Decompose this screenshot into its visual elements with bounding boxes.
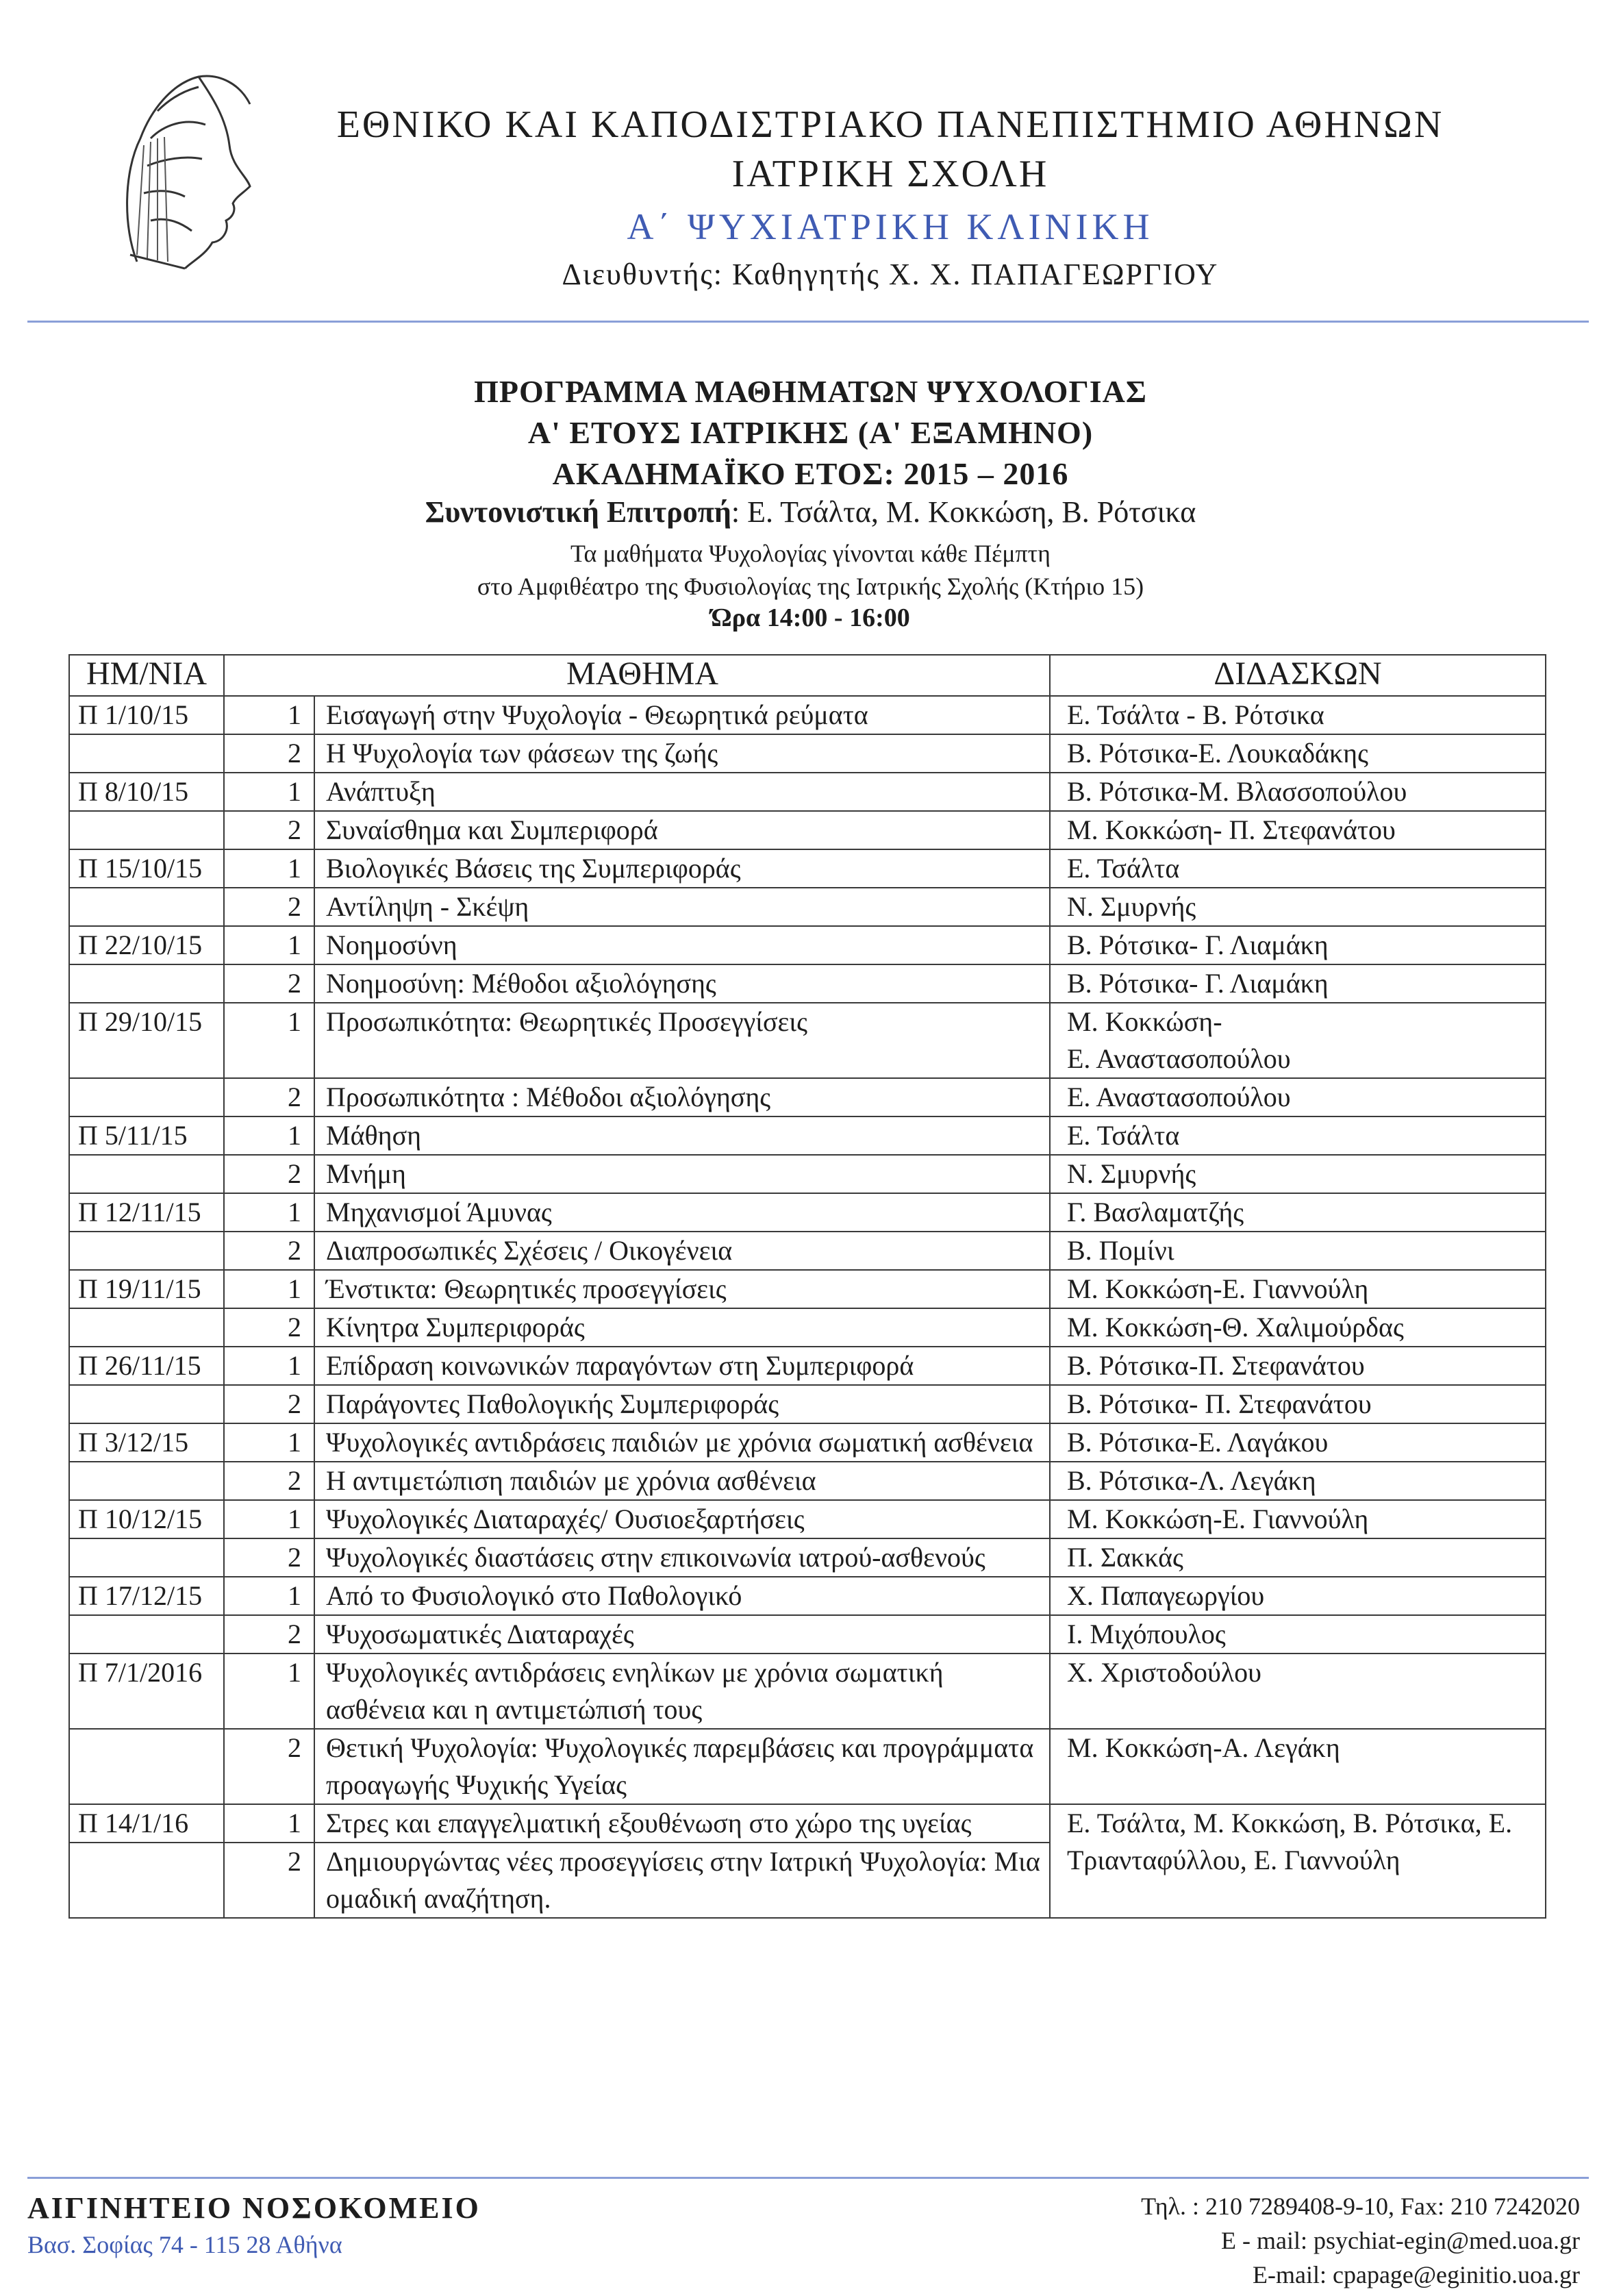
row-date [69,1155,224,1193]
header-lesson: ΜΑΘΗΜΑ [224,655,1050,696]
row-session-number: 1 [224,1423,314,1462]
row-lesson: Επίδραση κοινωνικών παραγόντων στη Συμπεριφορά [314,1347,1050,1385]
contact-phone: Τηλ. : 210 7289408-9-10, Fax: 210 7242020 [1141,2193,1580,2220]
row-session-number: 1 [224,1193,314,1232]
row-date: Π 22/10/15 [69,926,224,964]
row-session-number: 2 [224,1078,314,1116]
university-name: ΕΘΝΙΚΟ ΚΑΙ ΚΑΠΟΔΙΣΤΡΙΑΚΟ ΠΑΝΕΠΙΣΤΗΜΙΟ ΑΘΗΝΩΝ [336,103,1444,146]
row-instructor: Β. Ρότσικα- Γ. Λιαμάκη [1050,964,1546,1003]
document-subtitle: Α' ΕΤΟΥΣ ΙΑΤΡΙΚΗΣ (Α' ΕΞΑΜΗΝΟ) [527,415,1094,450]
row-instructor: Β. Ρότσικα-Π. Στεφανάτου [1050,1347,1546,1385]
committee-members: : Ε. Τσάλτα, Μ. Κοκκώση, Β. Ρότσικα [731,495,1196,529]
table-row [69,1615,1546,1654]
row-instructor: Ε. Τσάλτα, Μ. Κοκκώση, Β. Ρότσικα, Ε. Τριανταφύλλου, Ε. Γιαννούλη [1050,1804,1546,1918]
row-date [69,1538,224,1577]
row-lesson: Διαπροσωπικές Σχέσεις / Οικογένεια [314,1232,1050,1270]
committee-line [0,495,1621,529]
row-session-number: 1 [224,1577,314,1615]
school-name: ΙΑΤΡΙΚΗ ΣΧΟΛΗ [731,153,1049,195]
row-lesson: Η Ψυχολογία των φάσεων της ζωής [314,734,1050,773]
row-instructor: Β. Ρότσικα- Π. Στεφανάτου [1050,1385,1546,1423]
row-session-number: 1 [224,1654,314,1729]
schedule-hour: Ώρα 14:00 - 16:00 [711,603,910,632]
row-lesson: Μνήμη [314,1155,1050,1193]
row-instructor: Ε. Τσάλτα - Β. Ρότσικα [1050,696,1546,734]
row-lesson: Νοημοσύνη [314,926,1050,964]
row-instructor: Β. Ρότσικα- Γ. Λιαμάκη [1050,926,1546,964]
row-lesson: Ανάπτυξη [314,773,1050,811]
row-date: Π 26/11/15 [69,1347,224,1385]
row-date [69,811,224,849]
header-instructor: ΔΙΔΑΣΚΩΝ [1050,655,1546,696]
table-header-row [69,655,1546,696]
table-row [69,1423,1546,1462]
row-lesson: Δημιουργώντας νέες προσεγγίσεις στην Ιατρική Ψυχολογία: Μια ομαδική αναζήτηση. [314,1843,1050,1918]
row-instructor: Χ. Χριστοδούλου [1050,1654,1546,1729]
row-lesson: Ψυχολογικές αντιδράσεις ενηλίκων με χρόνια σωματική ασθένεια και η αντιμετώπισή τους [314,1654,1050,1729]
row-session-number: 1 [224,773,314,811]
row-date [69,1078,224,1116]
table-row [69,1193,1546,1232]
hospital-name: ΑΙΓΙΝΗΤΕΙΟ ΝΟΣΟΚΟΜΕΙΟ [27,2191,481,2225]
row-date: Π 5/11/15 [69,1116,224,1155]
row-date: Π 3/12/15 [69,1423,224,1462]
row-lesson: Μηχανισμοί Άμυνας [314,1193,1050,1232]
director-line: Διευθυντής: Καθηγητής Χ. Χ. ΠΑΠΑΓΕΩΡΓΙΟΥ [562,258,1219,291]
table-row [69,811,1546,849]
table-row [69,1003,1546,1078]
footer-divider [27,2177,1589,2179]
row-date: Π 1/10/15 [69,696,224,734]
row-date [69,734,224,773]
contact-email-1: E - mail: psychiat-egin@med.uoa.gr [1220,2227,1580,2254]
table-row [69,1385,1546,1423]
row-session-number: 1 [224,1347,314,1385]
table-row [69,1078,1546,1116]
row-lesson: Ένστικτα: Θεωρητικές προσεγγίσεις [314,1270,1050,1308]
row-lesson: Προσωπικότητα: Θεωρητικές Προσεγγίσεις [314,1003,1050,1078]
row-instructor: Β. Πομίνι [1050,1232,1546,1270]
row-date [69,1843,224,1918]
row-instructor: Μ. Κοκκώση-Θ. Χαλιμούρδας [1050,1308,1546,1347]
row-instructor: Ν. Σμυρνής [1050,1155,1546,1193]
table-row [69,1116,1546,1155]
row-instructor: Ν. Σμυρνής [1050,888,1546,926]
university-logo-athena-icon [110,56,267,282]
table-row [69,1462,1546,1500]
row-session-number: 1 [224,1270,314,1308]
row-lesson: Αντίληψη - Σκέψη [314,888,1050,926]
table-row [69,849,1546,888]
table-row [69,1308,1546,1347]
header-divider [27,321,1589,323]
row-lesson: Βιολογικές Βάσεις της Συμπεριφοράς [314,849,1050,888]
row-session-number: 1 [224,849,314,888]
row-lesson: Εισαγωγή στην Ψυχολογία - Θεωρητικά ρεύματα [314,696,1050,734]
row-instructor: Π. Σακκάς [1050,1538,1546,1577]
row-instructor: Χ. Παπαγεωργίου [1050,1577,1546,1615]
row-instructor: Β. Ρότσικα-Μ. Βλασσοπούλου [1050,773,1546,811]
row-session-number: 1 [224,1003,314,1078]
table-row [69,1804,1546,1843]
row-lesson: Προσωπικότητα : Μέθοδοι αξιολόγησης [314,1078,1050,1116]
row-session-number: 2 [224,888,314,926]
clinic-name: Α΄ ΨΥΧΙΑΤΡΙΚΗ ΚΛΙΝΙΚΗ [627,206,1154,247]
row-lesson: Κίνητρα Συμπεριφοράς [314,1308,1050,1347]
row-instructor: Μ. Κοκκώση- Ε. Αναστασοπούλου [1050,1003,1546,1078]
table-row [69,1347,1546,1385]
row-session-number: 1 [224,1804,314,1843]
row-date [69,1729,224,1804]
row-session-number: 1 [224,1500,314,1538]
row-lesson: Συναίσθημα και Συμπεριφορά [314,811,1050,849]
row-session-number: 1 [224,696,314,734]
row-date: Π 7/1/2016 [69,1654,224,1729]
row-date [69,1385,224,1423]
row-date: Π 29/10/15 [69,1003,224,1078]
row-instructor: Β. Ρότσικα-Ε. Λουκαδάκης [1050,734,1546,773]
table-row [69,1729,1546,1804]
row-instructor: Ε. Αναστασοπούλου [1050,1078,1546,1116]
header-date: ΗΜ/ΝΙΑ [69,655,224,696]
table-row [69,1155,1546,1193]
row-session-number: 2 [224,1729,314,1804]
committee-label: Συντονιστική Επιτροπή [425,495,731,529]
row-session-number: 2 [224,964,314,1003]
row-session-number: 2 [224,1308,314,1347]
row-session-number: 2 [224,734,314,773]
row-date: Π 8/10/15 [69,773,224,811]
schedule-note-day: Τα μαθήματα Ψυχολογίας γίνονται κάθε Πέμπτη [570,540,1051,567]
row-lesson: Ψυχολογικές διαστάσεις στην επικοινωνία ιατρού-ασθενούς [314,1538,1050,1577]
row-session-number: 2 [224,1843,314,1918]
row-lesson: Νοημοσύνη: Μέθοδοι αξιολόγησης [314,964,1050,1003]
row-session-number: 2 [224,811,314,849]
row-lesson: Από το Φυσιολογικό στο Παθολογικό [314,1577,1050,1615]
row-date [69,1462,224,1500]
row-session-number: 2 [224,1538,314,1577]
row-instructor: Γ. Βασλαματζής [1050,1193,1546,1232]
row-lesson: Μάθηση [314,1116,1050,1155]
row-date: Π 12/11/15 [69,1193,224,1232]
table-row [69,1577,1546,1615]
row-instructor: Β. Ρότσικα-Ε. Λαγάκου [1050,1423,1546,1462]
row-date [69,888,224,926]
row-lesson: Παράγοντες Παθολογικής Συμπεριφοράς [314,1385,1050,1423]
row-lesson: Ψυχολογικές Διαταραχές/ Ουσιοεξαρτήσεις [314,1500,1050,1538]
row-session-number: 2 [224,1155,314,1193]
row-instructor: Ε. Τσάλτα [1050,1116,1546,1155]
row-session-number: 2 [224,1232,314,1270]
table-row [69,696,1546,734]
table-row [69,773,1546,811]
table-row [69,964,1546,1003]
row-date [69,1615,224,1654]
row-instructor: Μ. Κοκκώση- Π. Στεφανάτου [1050,811,1546,849]
row-session-number: 2 [224,1462,314,1500]
row-lesson: Ψυχοσωματικές Διαταραχές [314,1615,1050,1654]
row-session-number: 2 [224,1385,314,1423]
schedule-body [69,696,1546,1918]
row-session-number: 1 [224,926,314,964]
row-instructor: Ι. Μιχόπουλος [1050,1615,1546,1654]
row-date [69,1308,224,1347]
schedule-table [68,654,1546,1919]
contact-email-2: E-mail: cpapage@eginitio.uoa.gr [1253,2261,1580,2288]
row-instructor: Μ. Κοκκώση-Ε. Γιαννούλη [1050,1270,1546,1308]
document-title: ΠΡΟΓΡΑΜΜΑ ΜΑΘΗΜΑΤΩΝ ΨΥΧΟΛΟΓΙΑΣ [474,374,1147,409]
schedule-note-location: στο Αμφιθέατρο της Φυσιολογίας της Ιατρικής Σχολής (Κτήριο 15) [477,573,1144,600]
table-row [69,734,1546,773]
row-session-number: 2 [224,1615,314,1654]
academic-year: ΑΚΑΔΗΜΑΪΚΟ ΕΤΟΣ: 2015 – 2016 [552,456,1069,491]
table-row [69,926,1546,964]
table-row [69,1232,1546,1270]
row-lesson: Ψυχολογικές αντιδράσεις παιδιών με χρόνια σωματική ασθένεια [314,1423,1050,1462]
row-instructor: Ε. Τσάλτα [1050,849,1546,888]
row-instructor: Μ. Κοκκώση-Α. Λεγάκη [1050,1729,1546,1804]
hospital-address: Βασ. Σοφίας 74 - 115 28 Αθήνα [27,2231,342,2258]
table-row [69,1500,1546,1538]
row-lesson: Η αντιμετώπιση παιδιών με χρόνια ασθένεια [314,1462,1050,1500]
row-date: Π 15/10/15 [69,849,224,888]
row-date [69,964,224,1003]
table-row [69,1654,1546,1729]
row-session-number: 1 [224,1116,314,1155]
row-date: Π 10/12/15 [69,1500,224,1538]
row-instructor: Β. Ρότσικα-Λ. Λεγάκη [1050,1462,1546,1500]
row-instructor: Μ. Κοκκώση-Ε. Γιαννούλη [1050,1500,1546,1538]
row-lesson: Στρες και επαγγελματική εξουθένωση στο χώρο της υγείας [314,1804,1050,1843]
row-date: Π 19/11/15 [69,1270,224,1308]
row-date: Π 14/1/16 [69,1804,224,1843]
row-lesson: Θετική Ψυχολογία: Ψυχολογικές παρεμβάσεις και προγράμματα προαγωγής Ψυχικής Υγείας [314,1729,1050,1804]
table-row [69,1538,1546,1577]
table-row [69,1270,1546,1308]
row-date: Π 17/12/15 [69,1577,224,1615]
table-row [69,888,1546,926]
row-date [69,1232,224,1270]
